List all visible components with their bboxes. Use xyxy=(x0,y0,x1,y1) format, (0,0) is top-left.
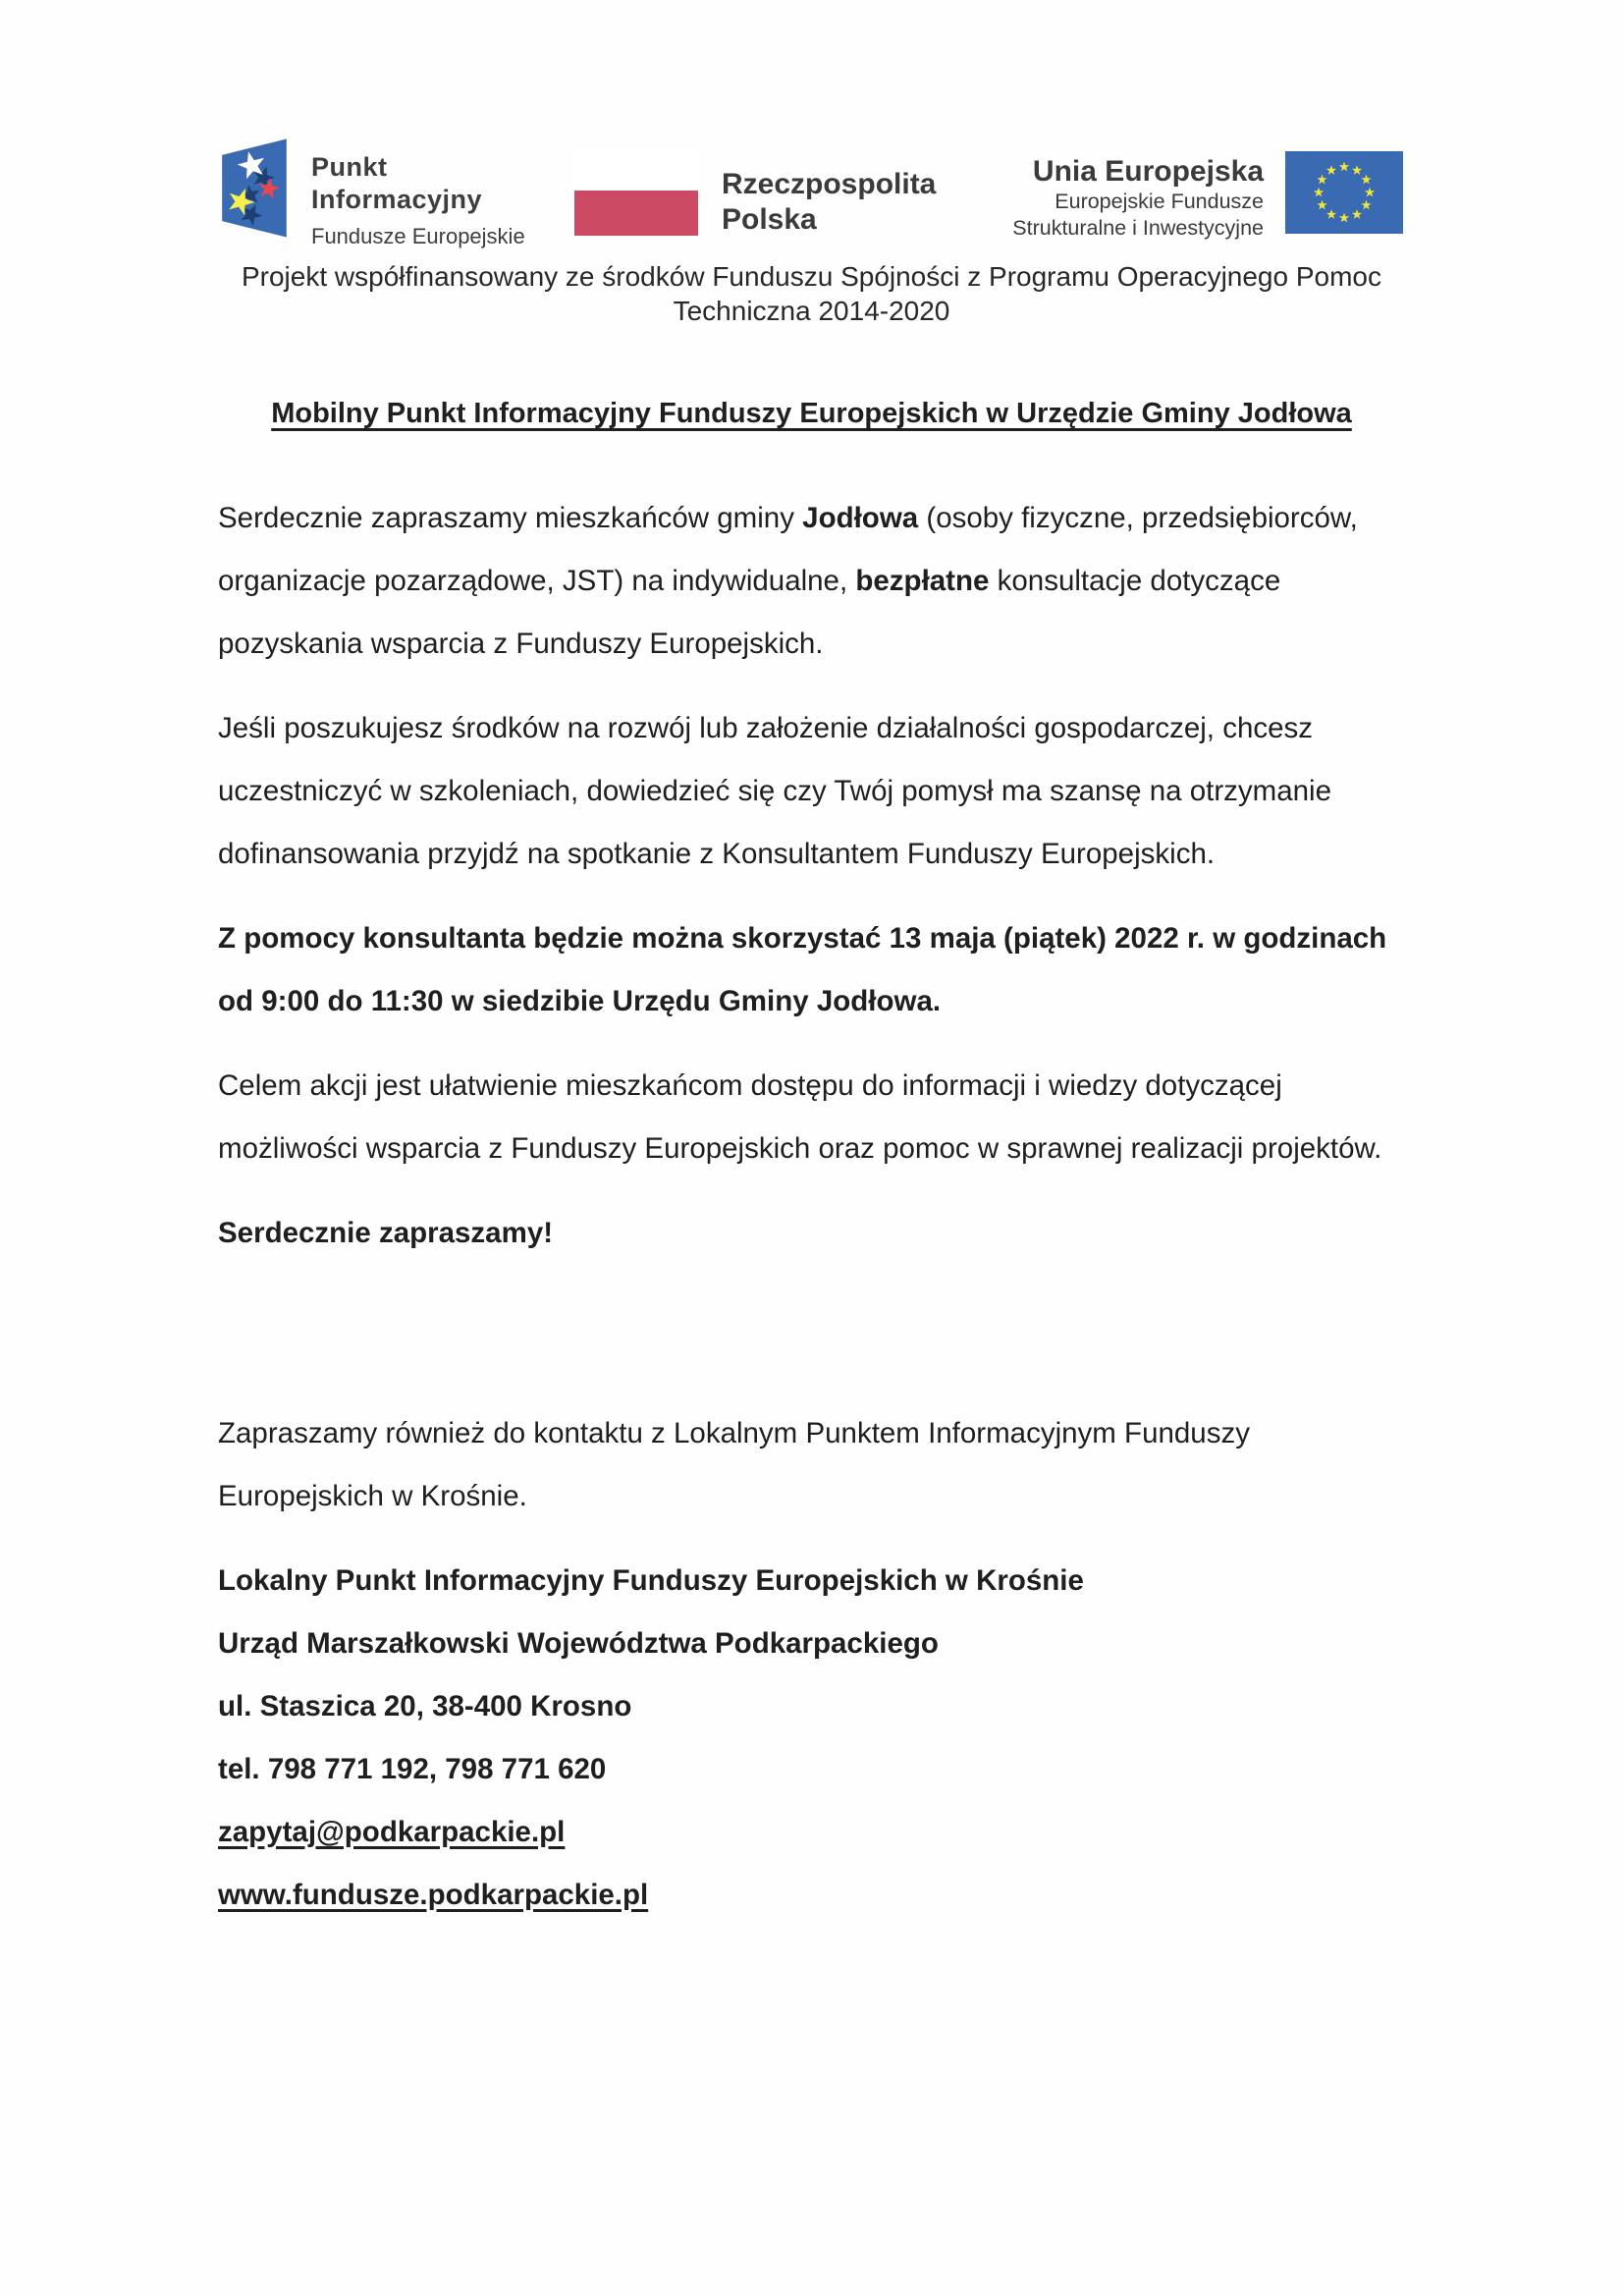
text-run: Serdecznie zapraszamy! xyxy=(218,1217,554,1249)
fe-logo-title-line1: Punkt xyxy=(311,152,388,182)
cofinance-line2: Techniczna 2014-2020 xyxy=(673,296,950,326)
cofinance-line1: Projekt współfinansowany ze środków Funduszu Spójności z Programu Operacyjnego Pomoc xyxy=(241,261,1381,292)
document-title: Mobilny Punkt Informacyjny Funduszy Europejskich w Urzędzie Gminy Jodłowa xyxy=(271,398,1352,429)
cofinance-note xyxy=(0,259,1623,328)
eu-logo-subtitle-line2: Strukturalne i Inwestycyjne xyxy=(1012,216,1264,240)
text-run: Celem akcji jest ułatwienie mieszkańcom dostępu do informacji i wiedzy dotyczącej możliwości wsparcia z Funduszy Europejskich oraz pomoc w sprawnej realizacji projektów. xyxy=(218,1069,1382,1165)
contact-phone: tel. 798 771 192, 798 771 620 xyxy=(218,1753,607,1785)
eu-flag-icon xyxy=(1285,151,1403,234)
fe-logo-title-line2: Informacyjny xyxy=(311,185,483,214)
fe-logo-text xyxy=(311,151,525,249)
contact-address: ul. Staszica 20, 38-400 Krosno xyxy=(218,1690,632,1722)
text-run: Jeśli poszukujesz środków na rozwój lub założenie działalności gospodarczej, chcesz uczestniczyć w szkoleniach, dowiedzieć się czy Twój pomysł ma szansę na otrzymanie dofinansowania przyjdź na spotkanie z Konsultantem Funduszy Europejskich. xyxy=(218,712,1332,870)
document-body xyxy=(0,487,1623,1927)
eu-logo-text xyxy=(1012,155,1264,242)
text-run: (osoby fizyczne, przedsiębiorców, organizacje pozarządowe, JST) na indywidualne, xyxy=(218,502,1358,597)
eu-logo-title: Unia Europejska xyxy=(1032,155,1264,188)
contact-block xyxy=(218,1550,1422,1927)
paragraph-invitation xyxy=(218,487,1422,676)
fundusze-europejskie-logo xyxy=(214,136,525,249)
european-union-logo xyxy=(1012,151,1403,242)
poland-flag-white-stripe xyxy=(574,147,698,191)
text-run: Serdecznie zapraszamy mieszkańców gminy xyxy=(218,502,803,534)
paragraph-schedule xyxy=(218,907,1422,1033)
republic-of-poland-logo xyxy=(574,147,936,238)
poland-name-line1: Rzeczpospolita xyxy=(722,168,937,200)
paragraph-contact-invite xyxy=(218,1402,1422,1528)
poland-name-line2: Polska xyxy=(722,203,817,236)
text-run: Jodłowa xyxy=(802,502,919,534)
poland-flag-icon xyxy=(574,147,698,236)
contact-email-link[interactable]: zapytaj@podkarpackie.pl xyxy=(218,1816,566,1848)
paragraph-closing xyxy=(218,1202,1422,1265)
logo-strip xyxy=(0,136,1623,251)
text-run: Z pomocy konsultanta będzie można skorzystać 13 maja (piątek) 2022 r. w godzinach od 9:00 do 11:30 w siedzibie Urzędu Gminy Jodłowa. xyxy=(218,922,1387,1017)
poland-logo-text xyxy=(722,167,936,238)
fundusze-europejskie-flag-icon xyxy=(214,136,295,241)
paragraph-offer xyxy=(218,697,1422,886)
eu-logo-subtitle-line1: Europejskie Fundusze xyxy=(1055,190,1264,213)
paragraph-goal xyxy=(218,1055,1422,1180)
contact-website-link[interactable]: www.fundusze.podkarpackie.pl xyxy=(218,1879,649,1911)
text-run: Zapraszamy również do kontaktu z Lokalnym Punktem Informacyjnym Funduszy Europejskich w Krośnie. xyxy=(218,1417,1250,1512)
text-run: bezpłatne xyxy=(855,565,990,597)
contact-office-name: Lokalny Punkt Informacyjny Funduszy Europejskich w Krośnie xyxy=(218,1564,1084,1597)
contact-institution: Urząd Marszałkowski Województwa Podkarpackiego xyxy=(218,1627,939,1660)
poland-flag-red-stripe xyxy=(574,191,698,236)
text-run: konsultacje dotyczące pozyskania wsparcia z Funduszy Europejskich. xyxy=(218,565,1281,660)
fe-logo-subtitle: Fundusze Europejskie xyxy=(311,224,525,248)
